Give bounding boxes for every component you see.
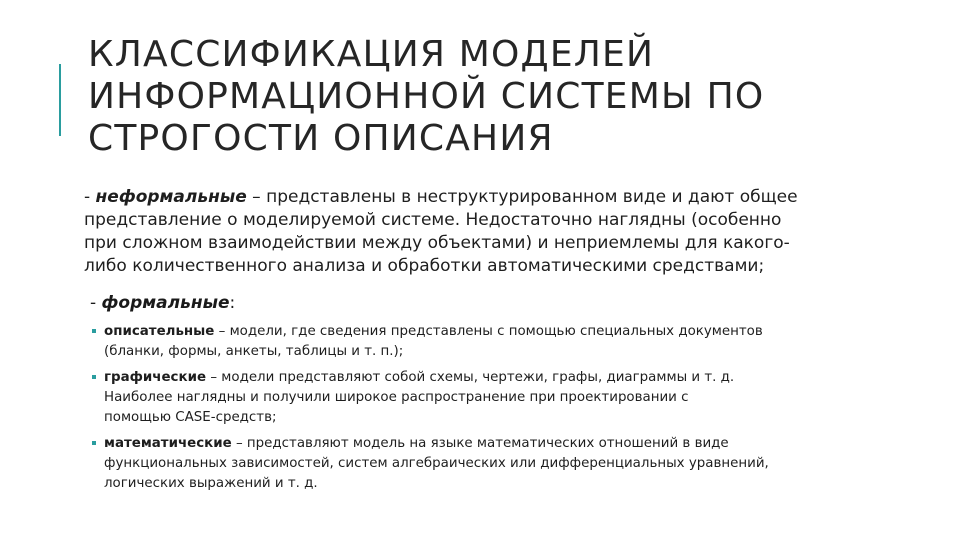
list-item-text: – модели, где сведения представлены с помощью специальных документов [214,324,763,339]
list-item-line [104,322,852,342]
list-item [92,368,852,428]
list-item-term: описательные [104,324,215,339]
list-item-line: функциональных зависимостей, систем алгебраических или дифференциальных уравнений, [104,456,769,471]
title-line: КЛАССИФИКАЦИЯ МОДЕЛЕЙ [88,34,655,75]
list-item [92,434,852,494]
list-item-line [104,434,852,454]
square-bullet-icon [92,441,96,445]
list-item-text: – представляют модель на языке математических отношений в виде [231,436,729,451]
title-line: СТРОГОСТИ ОПИСАНИЯ [88,118,554,159]
informal-term: неформальные [95,187,247,207]
informal-line: либо количественного анализа и обработки автоматическими средствами; [84,256,765,276]
formal-term: формальные [101,293,230,313]
informal-line: при сложном взаимодействии между объектами) и неприемлемы для какого- [84,233,790,253]
title-line: ИНФОРМАЦИОННОЙ СИСТЕМЫ ПО [88,76,765,117]
list-item-term: графические [104,370,207,385]
list-item [92,322,852,362]
formal-colon: : [229,293,236,313]
title-accent-bar [59,64,61,136]
informal-line: представление о моделируемой системе. Недостаточно наглядны (особенно [84,210,782,230]
informal-text: – представлены в неструктурированном виде и дают общее [246,187,798,207]
list-item-line: помощью CASE-средств; [104,410,277,425]
informal-paragraph [84,186,864,278]
list-item-line: Наиболее наглядны и получили широкое распространение при проектировании с [104,390,689,405]
square-bullet-icon [92,375,96,379]
list-item-text: – модели представляют собой схемы, чертежи, графы, диаграммы и т. д. [206,370,735,385]
list-item-term: математические [104,436,232,451]
slide-title [88,34,928,160]
informal-dash: - [84,187,96,207]
list-item-line: логических выражений и т. д. [104,476,318,491]
formal-heading [90,292,235,315]
list-item-line: (бланки, формы, анкеты, таблицы и т. п.); [104,344,404,359]
square-bullet-icon [92,329,96,333]
formal-types-list [92,322,852,500]
informal-line [84,186,864,209]
formal-dash: - [90,293,102,313]
list-item-line [104,368,852,388]
